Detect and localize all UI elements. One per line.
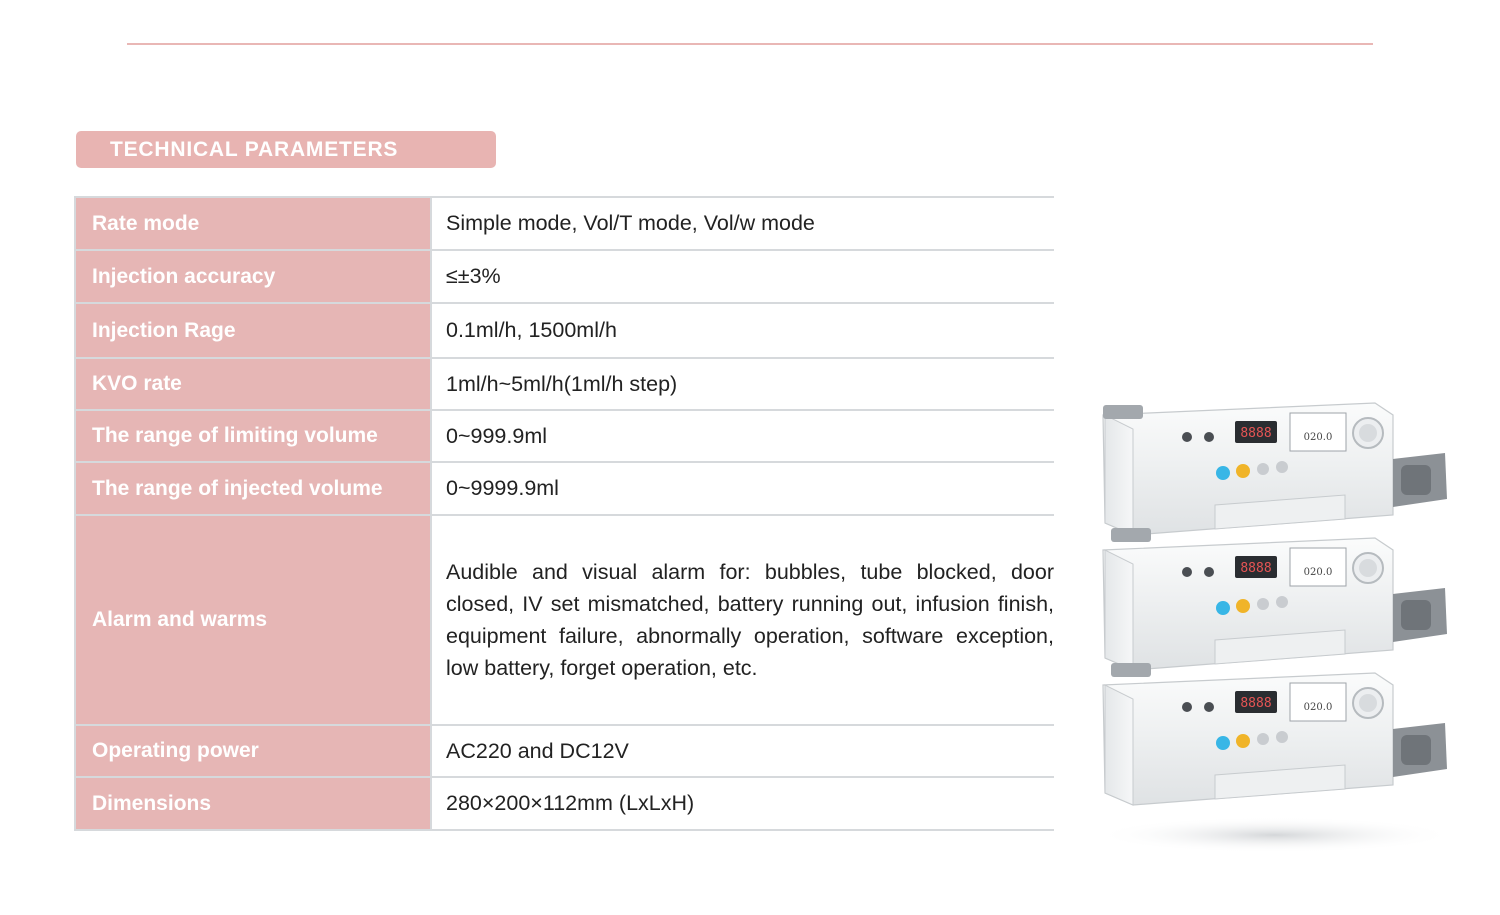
lcd-readout: 020.0: [1303, 702, 1333, 713]
param-label: Alarm and warms: [75, 515, 431, 725]
param-value: Simple mode, Vol/T mode, Vol/w mode: [431, 197, 1054, 250]
table-row: [75, 725, 1054, 777]
lcd-readout: 020.0: [1303, 567, 1333, 578]
param-label: Dimensions: [75, 777, 431, 830]
table-row: [75, 358, 1054, 410]
param-label: KVO rate: [75, 358, 431, 410]
table-row: [75, 303, 1054, 358]
pump-unit: [1103, 403, 1447, 535]
param-label: Operating power: [75, 725, 431, 777]
section-title-tab: [76, 131, 496, 168]
param-value: Audible and visual alarm for: bubbles, tube blocked, door closed, IV set mismatched, battery running out, infusion finish, equipment failure, abnormally operation, software exception, low battery, forget operation, etc.: [431, 515, 1054, 725]
technical-parameters-table: [74, 196, 1054, 831]
param-label: Injection accuracy: [75, 250, 431, 303]
pump-unit: [1103, 528, 1447, 670]
param-label: Rate mode: [75, 197, 431, 250]
table-row: [75, 515, 1054, 725]
table-row: [75, 197, 1054, 250]
param-value: AC220 and DC12V: [431, 725, 1054, 777]
lcd-readout: 020.0: [1303, 432, 1333, 443]
param-value: 0~999.9ml: [431, 410, 1054, 462]
pump-unit: [1103, 663, 1447, 805]
param-value: ≤±3%: [431, 250, 1054, 303]
led-readout: 8888: [1240, 426, 1272, 441]
param-label: The range of limiting volume: [75, 410, 431, 462]
param-label: Injection Rage: [75, 303, 431, 358]
section-title: TECHNICAL PARAMETERS: [110, 137, 399, 161]
param-value: 0.1ml/h, 1500ml/h: [431, 303, 1054, 358]
led-readout: 8888: [1240, 561, 1272, 576]
table-row: [75, 462, 1054, 515]
infusion-pump-stack-image: [1075, 395, 1475, 855]
top-divider: [127, 43, 1373, 45]
param-value: 280×200×112mm (LxLxH): [431, 777, 1054, 830]
param-value: 0~9999.9ml: [431, 462, 1054, 515]
table-row: [75, 250, 1054, 303]
param-label: The range of injected volume: [75, 462, 431, 515]
table-row: [75, 777, 1054, 830]
table-row: [75, 410, 1054, 462]
param-value: 1ml/h~5ml/h(1ml/h step): [431, 358, 1054, 410]
led-readout: 8888: [1240, 696, 1272, 711]
